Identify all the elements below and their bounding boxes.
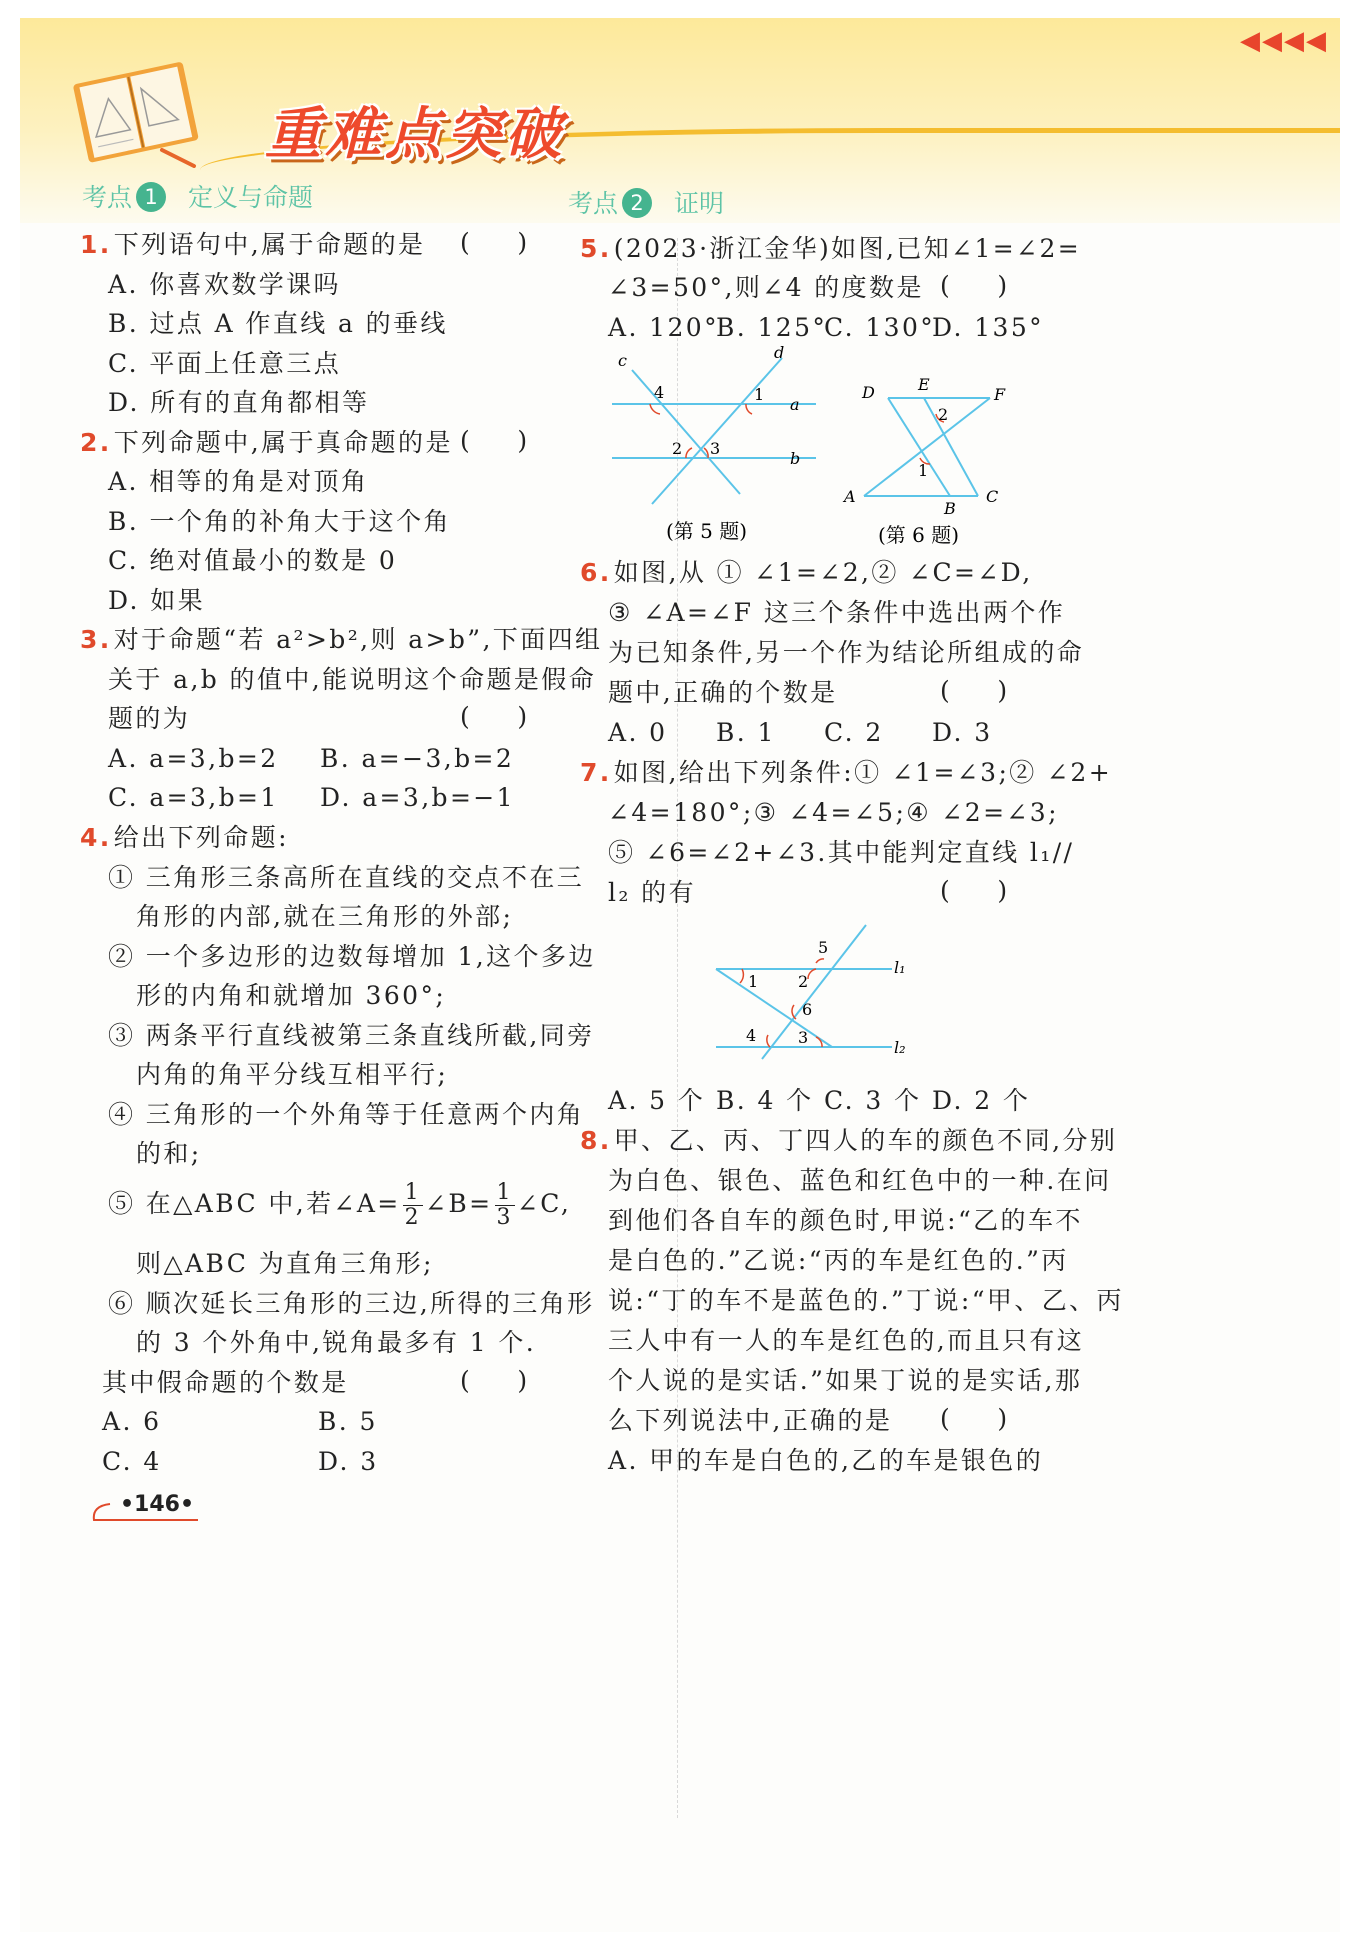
q4-stem: [80, 821, 289, 855]
q7-option-c: C. 3 个: [824, 1086, 922, 1115]
angle-mark-4: [767, 1035, 770, 1047]
question-number: 7.: [580, 758, 612, 787]
angle-mark-2: [686, 448, 692, 458]
q3-option-b: B. a=−3,b=2: [320, 744, 515, 773]
q6-option-a: A. 0: [608, 718, 668, 747]
label-angle-2: 2: [798, 972, 809, 991]
angle-mark-2: [808, 969, 816, 979]
figure-caption-q6: (第 6 题): [878, 523, 960, 547]
label-l2: l₂: [894, 1038, 906, 1057]
line-text: A. 相等的角是对顶角: [108, 467, 369, 496]
label-angle-5: 5: [818, 938, 829, 957]
question-stem-cont: [108, 702, 190, 736]
angle-mark-1: [740, 969, 743, 983]
question-stem-cont: [108, 663, 596, 697]
fraction-one-half: [403, 1181, 423, 1230]
transversal: [762, 925, 866, 1059]
q5-option-b: B. 125°: [716, 313, 828, 342]
label-angle-4: 4: [746, 1026, 757, 1045]
page-title: 重难点突破: [265, 102, 565, 167]
label-D: D: [862, 383, 875, 402]
q5-line-2: ∠3=50°,则∠4 的度数是: [608, 273, 924, 302]
fraction-denominator: 3: [496, 1205, 513, 1230]
question-number: 6.: [580, 558, 612, 587]
q6-option-d: D. 3: [932, 718, 993, 747]
q4-item-5-post: ∠C,: [516, 1189, 572, 1218]
label-angle-2: 2: [938, 405, 949, 424]
q8-text: 甲、乙、丙、丁四人的车的颜色不同,分别: [613, 1126, 1118, 1155]
q8-line-3: 到他们各自车的颜色时,甲说:“乙的车不: [608, 1206, 1083, 1235]
section-header-2: [568, 184, 724, 220]
label-angle-6: 6: [802, 1000, 813, 1019]
fraction-denominator: 2: [404, 1205, 422, 1230]
q6-option-c: C. 2: [824, 718, 884, 747]
line-text: D. 所有的直角都相等: [108, 388, 370, 417]
option-line: [108, 465, 368, 499]
q7-line-1: [580, 756, 1112, 790]
line-text: 下列语句中,属于命题的是: [113, 230, 426, 259]
q7-option-a: A. 5 个: [608, 1086, 706, 1115]
label-d: d: [774, 344, 785, 362]
label-angle-1: 1: [754, 385, 765, 404]
question-number: 8.: [580, 1126, 612, 1155]
decor-arrows: ◀◀◀◀: [1240, 26, 1328, 56]
q7-text: 如图,给出下列条件:① ∠1=∠3;② ∠2+: [613, 758, 1113, 787]
q6-line-3: 为已知条件,另一个作为结论所组成的命: [608, 638, 1085, 667]
page-number: •146•: [120, 1492, 195, 1517]
label-angle-3: 3: [710, 439, 721, 458]
q8-line-5: 说:“丁的车不是蓝色的.”丁说:“甲、乙、丙: [608, 1286, 1124, 1315]
label-b: b: [790, 449, 801, 468]
question-number: 5.: [580, 234, 612, 263]
figure-caption-q5: (第 5 题): [666, 519, 748, 543]
option-line: [108, 505, 451, 539]
figure-q7: [712, 923, 932, 1083]
slant-line: [716, 969, 832, 1047]
angle-mark-5: [816, 959, 824, 963]
q5-line-1: [580, 232, 1081, 266]
q7-option-b: B. 4 个: [716, 1086, 814, 1115]
label-a: a: [790, 395, 800, 414]
q4-item-3: ③ 两条平行直线被第三条直线所截,同旁: [108, 1021, 595, 1050]
question-stem: [80, 426, 453, 460]
option-line: [108, 268, 341, 302]
figure-q5: [610, 344, 850, 544]
q4-item-5-pre: ⑤ 在△ABC 中,若∠A=: [108, 1189, 401, 1218]
q7-option-d: D. 2 个: [932, 1086, 1031, 1115]
q3-option-c: C. a=3,b=1: [108, 783, 279, 812]
q5-option-c: C. 130°: [824, 313, 936, 342]
option-line: [108, 544, 397, 578]
q6-line-2: ③ ∠A=∠F 这三个条件中选出两个作: [608, 598, 1066, 627]
line-d: [652, 358, 782, 504]
q3-option-d: D. a=3,b=−1: [320, 783, 515, 812]
option-line: [108, 386, 369, 420]
fraction-numerator: 1: [496, 1180, 513, 1205]
q8-line-6: 三人中有一人的车是红色的,而且只有这: [608, 1326, 1085, 1355]
label-E: E: [918, 375, 930, 394]
answer-paren-q2: ( ): [460, 426, 528, 455]
q4-item-1: ① 三角形三条高所在直线的交点不在三: [108, 863, 585, 892]
q4-stem-text: 给出下列命题:: [113, 823, 289, 852]
line-text: C. 平面上任意三点: [108, 349, 342, 378]
answer-paren-q1: ( ): [460, 228, 528, 257]
q4-item-6-cont: 的 3 个外角中,锐角最多有 1 个.: [136, 1328, 537, 1357]
label-c: c: [618, 351, 627, 370]
section-header-1: [82, 178, 313, 214]
line-text: B. 过点 A 作直线 a 的垂线: [108, 309, 448, 338]
label-l1: l₁: [894, 958, 906, 977]
line-text: B. 一个角的补角大于这个角: [108, 507, 451, 536]
label-angle-4: 4: [654, 383, 665, 402]
option-line: [108, 584, 205, 618]
q6-line-4: 题中,正确的个数是: [608, 678, 838, 707]
q8-line-7: 个人说的是实话.”如果丁说的是实话,那: [608, 1366, 1083, 1395]
q8-line-1: [580, 1124, 1117, 1158]
question-number: 3.: [80, 625, 112, 654]
answer-paren-q8: ( ): [940, 1404, 1008, 1433]
q4-option-c: C. 4: [102, 1447, 162, 1476]
q4-item-2-cont: 形的内角和就增加 360°;: [136, 981, 447, 1010]
page: [20, 18, 1340, 1932]
q4-item-5-cont: 则△ABC 为直角三角形;: [136, 1249, 434, 1278]
section-number-badge: 1: [136, 182, 166, 212]
notebook-icon: [72, 58, 202, 168]
fraction-one-third: [495, 1181, 515, 1230]
line-text: 对于命题“若 a²>b²,则 a>b”,下面四组: [113, 625, 603, 654]
answer-paren-q6: ( ): [940, 676, 1008, 705]
label-angle-1: 1: [748, 972, 759, 991]
question-stem: [80, 228, 425, 262]
q4-item-3-cont: 内角的角平分线互相平行;: [136, 1060, 449, 1089]
q8-line-8: 么下列说法中,正确的是: [608, 1406, 893, 1435]
q8-option-a: A. 甲的车是白色的,乙的车是银色的: [608, 1446, 1044, 1475]
question-number: 2.: [80, 428, 112, 457]
segment-AF: [864, 398, 990, 496]
q4-item-4: ④ 三角形的一个外角等于任意两个内角: [108, 1100, 585, 1129]
q8-line-4: 是白色的.”乙说:“丙的车是红色的.”丙: [608, 1246, 1069, 1275]
line-text: 关于 a,b 的值中,能说明这个命题是假命: [108, 665, 597, 694]
section-title: 定义与命题: [188, 183, 314, 212]
section-title: 证明: [674, 189, 725, 218]
angle-mark-4: [650, 404, 660, 414]
line-text: 题的为: [108, 704, 191, 733]
line-text: D. 如果: [108, 586, 206, 615]
option-line: [108, 347, 341, 381]
section-number-badge: 2: [622, 188, 652, 218]
answer-paren-q4: ( ): [460, 1366, 528, 1395]
q4-item-6: ⑥ 顺次延长三角形的三边,所得的三角形: [108, 1289, 595, 1318]
q6-option-b: B. 1: [716, 718, 776, 747]
label-B: B: [944, 499, 956, 518]
q7-line-4: l₂ 的有: [608, 878, 696, 907]
angle-mark-1: [746, 404, 752, 414]
answer-paren-q7: ( ): [940, 876, 1008, 905]
answer-paren-q5: ( ): [940, 271, 1008, 300]
q4-item-5-mid: ∠B=: [425, 1189, 493, 1218]
section-label: 考点: [568, 189, 619, 218]
figure-q6: [840, 362, 1040, 552]
q4-option-b: B. 5: [318, 1407, 378, 1436]
label-angle-1: 1: [918, 461, 929, 480]
q4-question: 其中假命题的个数是: [102, 1368, 349, 1397]
label-angle-2: 2: [672, 439, 683, 458]
q4-option-d: D. 3: [318, 1447, 379, 1476]
label-angle-3: 3: [798, 1028, 809, 1047]
question-stem: [80, 623, 602, 657]
line-c: [632, 370, 740, 494]
fraction-numerator: 1: [404, 1180, 422, 1205]
q6-text: 如图,从 ① ∠1=∠2,② ∠C=∠D,: [613, 558, 1033, 587]
q5-option-d: D. 135°: [932, 313, 1045, 342]
q4-item-2: ② 一个多边形的边数每增加 1,这个多边: [108, 942, 596, 971]
question-number: 4.: [80, 823, 112, 852]
q7-line-3: ⑤ ∠6=∠2+∠3.其中能判定直线 l₁//: [608, 838, 1075, 867]
q4-option-a: A. 6: [102, 1407, 162, 1436]
q5-option-a: A. 120°: [608, 313, 719, 342]
option-line: [108, 307, 448, 341]
q4-item-1-cont: 角形的内部,就在三角形的外部;: [136, 902, 514, 931]
line-text: A. 你喜欢数学课吗: [108, 270, 341, 299]
q4-item-4-cont: 的和;: [136, 1139, 202, 1168]
line-text: C. 绝对值最小的数是 0: [108, 546, 398, 575]
q5-text: (2023·浙江金华)如图,已知∠1=∠2=: [613, 234, 1082, 263]
line-text: 下列命题中,属于真命题的是: [113, 428, 453, 457]
label-C: C: [986, 487, 999, 506]
answer-paren-q3: ( ): [460, 702, 528, 731]
q3-option-a: A. a=3,b=2: [108, 744, 279, 773]
section-label: 考点: [82, 183, 133, 212]
question-number: 1.: [80, 230, 112, 259]
label-F: F: [994, 385, 1006, 404]
label-A: A: [844, 487, 856, 506]
q4-item-5: [108, 1176, 571, 1232]
q8-line-2: 为白色、银色、蓝色和红色中的一种.在问: [608, 1166, 1112, 1195]
q7-line-2: ∠4=180°;③ ∠4=∠5;④ ∠2=∠3;: [608, 798, 1059, 827]
q6-line-1: [580, 556, 1033, 590]
